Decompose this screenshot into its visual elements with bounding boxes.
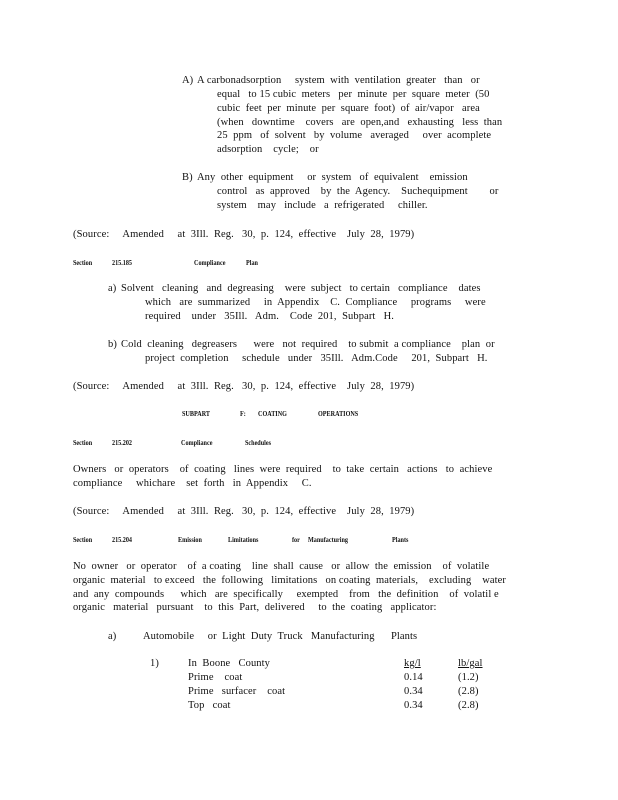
table-col-lb-header: lb/gal (458, 658, 483, 669)
source-note-1: (Source: Amended at 3Ill. Reg. 30, p. 124, effective July 28, 1979) (73, 229, 415, 240)
para-204-line-2: organic material to exceed the following limitations on coating materials, excluding water (73, 575, 507, 586)
table-row-name: Top coat (188, 700, 231, 711)
table-cell-lb: (2.8) (458, 700, 479, 711)
section-204-title-3: for (292, 535, 300, 544)
source-note-3: (Source: Amended at 3Ill. Reg. 30, p. 124, effective July 28, 1979) (73, 506, 415, 517)
section-185-word: Section (73, 258, 93, 267)
para-204-line-3: and any compounds which are specifically exempted from the definition of volatil e (73, 589, 499, 600)
section-204-word: Section (73, 535, 93, 544)
table-cell-lb: (2.8) (458, 686, 479, 697)
item-a-line-6: adsorption cycle; or (217, 144, 319, 155)
section-202-number: 215.202 (112, 438, 132, 447)
item-auto-label: a) (108, 631, 117, 642)
section-204-title-4: Manufacturing (308, 535, 348, 544)
source-note-2: (Source: Amended at 3Ill. Reg. 30, p. 124, effective July 28, 1979) (73, 381, 415, 392)
item-b1-label: b) (108, 339, 117, 350)
table-cell-lb: (1.2) (458, 672, 479, 683)
item-a1-line-1: Solvent cleaning and degreasing were subject to certain compliance dates (121, 283, 481, 294)
table-row-name: Prime surfacer coat (188, 686, 286, 697)
table-cell-kg: 0.14 (404, 672, 423, 683)
item-a-line-1: A carbonadsorption system with ventilation greater than or (197, 75, 480, 86)
subpart-title-2: OPERATIONS (318, 409, 359, 418)
section-202-word: Section (73, 438, 93, 447)
table-cell-kg: 0.34 (404, 686, 423, 697)
table-cell-kg: 0.34 (404, 700, 423, 711)
item-a-line-5: 25 ppm of solvent by volume averaged over acomplete (217, 130, 492, 141)
section-204-title-2: Limitations (228, 535, 259, 544)
item-b1-line-2: project completion schedule under 35Ill. Adm.Code 201, Subpart H. (145, 353, 488, 364)
table-row-name: Prime coat (188, 672, 243, 683)
para-202-line-2: compliance whichare set forth in Appendix C. (73, 478, 312, 489)
item-a-line-3: cubic feet per minute per square foot) of air/vapor area (217, 103, 480, 114)
section-204-number: 215.204 (112, 535, 132, 544)
section-202-title-2: Schedules (245, 438, 271, 447)
item-b1-line-1: Cold cleaning degreasers were not required to submit a compliance plan or (121, 339, 495, 350)
para-204-line-1: No owner or operator of a coating line shall cause or allow the emission of volatile (73, 561, 490, 572)
item-a-line-4: (when downtime covers are open,and exhausting less than (217, 117, 503, 128)
item-a1-line-3: required under 35Ill. Adm. Code 201, Subpart H. (145, 311, 395, 322)
item-a1-line-2: which are summarized in Appendix C. Compliance programs were (145, 297, 486, 308)
section-185-number: 215.185 (112, 258, 132, 267)
subpart-word: SUBPART (182, 409, 211, 418)
table-row-name: In Boone County (188, 658, 271, 669)
section-204-title-1: Emission (178, 535, 202, 544)
subpart-title-1: COATING (258, 409, 287, 418)
table-label: 1) (150, 658, 159, 669)
item-b-label: B) (182, 172, 193, 183)
item-a1-label: a) (108, 283, 117, 294)
table-col-kg-header: kg/l (404, 658, 421, 669)
subpart-letter: F: (240, 409, 246, 418)
section-204-title-5: Plants (392, 535, 409, 544)
item-b-line-3: system may include a refrigerated chiller. (217, 200, 428, 211)
item-a-line-2: equal to 15 cubic meters per minute per square meter (50 (217, 89, 490, 100)
para-204-line-4: organic material pursuant to this Part, delivered to the coating applicator: (73, 602, 437, 613)
section-185-title-2: Plan (246, 258, 258, 267)
item-a-label: A) (182, 75, 194, 86)
section-202-title-1: Compliance (181, 438, 213, 447)
item-b-line-1: Any other equipment or system of equivalent emission (197, 172, 468, 183)
item-b-line-2: control as approved by the Agency. Suchequipment or (217, 186, 499, 197)
section-185-title-1: Compliance (194, 258, 226, 267)
item-auto-text: Automobile or Light Duty Truck Manufacturing Plants (143, 631, 418, 642)
para-202-line-1: Owners or operators of coating lines were required to take certain actions to achieve (73, 464, 493, 475)
